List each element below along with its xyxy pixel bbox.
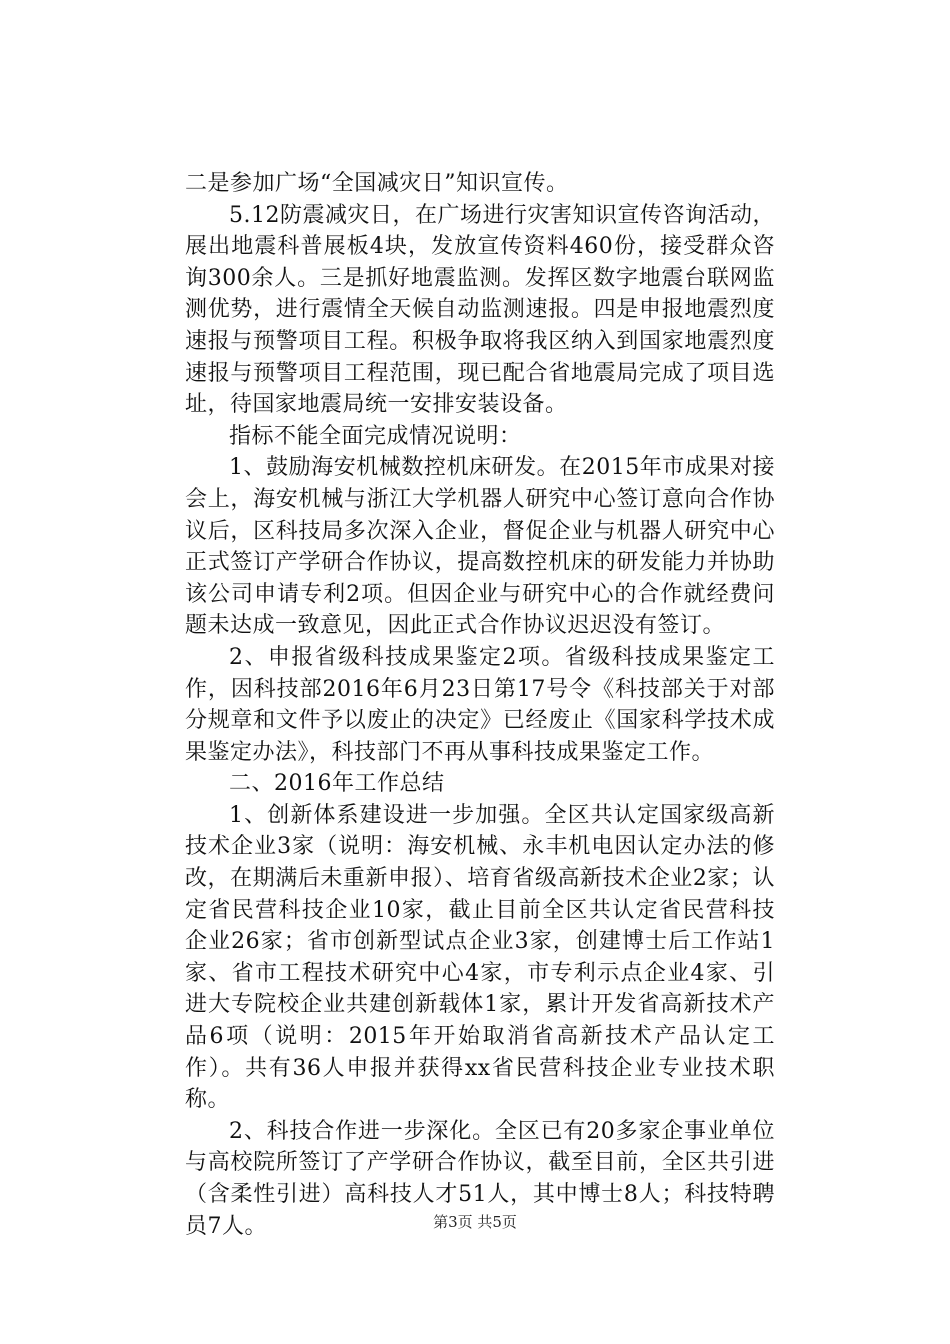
paragraph: 2、科技合作进一步深化。全区已有20多家企事业单位与高校院所签订了产学研合作协议，截至目前，全区共引进（含柔性引进）高科技人才51人，其中博士8人；科技特聘员7人。 xyxy=(185,1118,775,1239)
page-number-footer: 第3页 共5页 xyxy=(433,1213,517,1231)
paragraph: 二是参加广场“全国减灾日”知识宣传。 xyxy=(185,171,569,196)
paragraph: 1、创新体系建设进一步加强。全区共认定国家级高新技术企业3家（说明：海安机械、永丰机电因认定办法的修改，在期满后未重新申报）、培育省级高新技术企业2家；认定省民营科技企业10家，截止目前全区共认定省民营科技企业26家；省市创新型试点企业3家，创建博士后工作站1家、省市工程技术研究中心4家，市专利示点企业4家、引进大专院校企业共建创新载体1家，累计开发省高新技术产品6项（说明：2015年开始取消省高新技术产品认定工作）。共有36人申报并获得xx省民营科技企业专业技术职称。 xyxy=(185,802,775,1113)
document-body xyxy=(185,168,775,1242)
paragraph: 5.12防震减灾日，在广场进行灾害知识宣传咨询活动，展出地震科普展板4块，发放宣传资料460份，接受群众咨询300余人。三是抓好地震监测。发挥区数字地震台联网监测优势，进行震情全天候自动监测速报。四是申报地震烈度速报与预警项目工程。积极争取将我区纳入到国家地震烈度速报与预警项目工程范围，现已配合省地震局完成了项目选址，待国家地震局统一安排安装设备。 xyxy=(185,202,775,418)
paragraph: 2、申报省级科技成果鉴定2项。省级科技成果鉴定工作，因科技部2016年6月23日第17号令《科技部关于对部分规章和文件予以废止的决定》已经废止《国家科学技术成果鉴定办法》，科技部门不再从事科技成果鉴定工作。 xyxy=(185,644,775,765)
section-heading: 二、2016年工作总结 xyxy=(229,771,445,797)
paragraph: 指标不能全面完成情况说明： xyxy=(229,423,522,449)
paragraph: 1、鼓励海安机械数控机床研发。在2015年市成果对接会上，海安机械与浙江大学机器人研究中心签订意向合作协议后，区科技局多次深入企业，督促企业与机器人研究中心正式签订产学研合作协议，提高数控机床的研发能力并协助该公司申请专利2项。但因企业与研究中心的合作就经费问题未达成一致意见，因此正式合作协议迟迟没有签订。 xyxy=(185,455,775,639)
